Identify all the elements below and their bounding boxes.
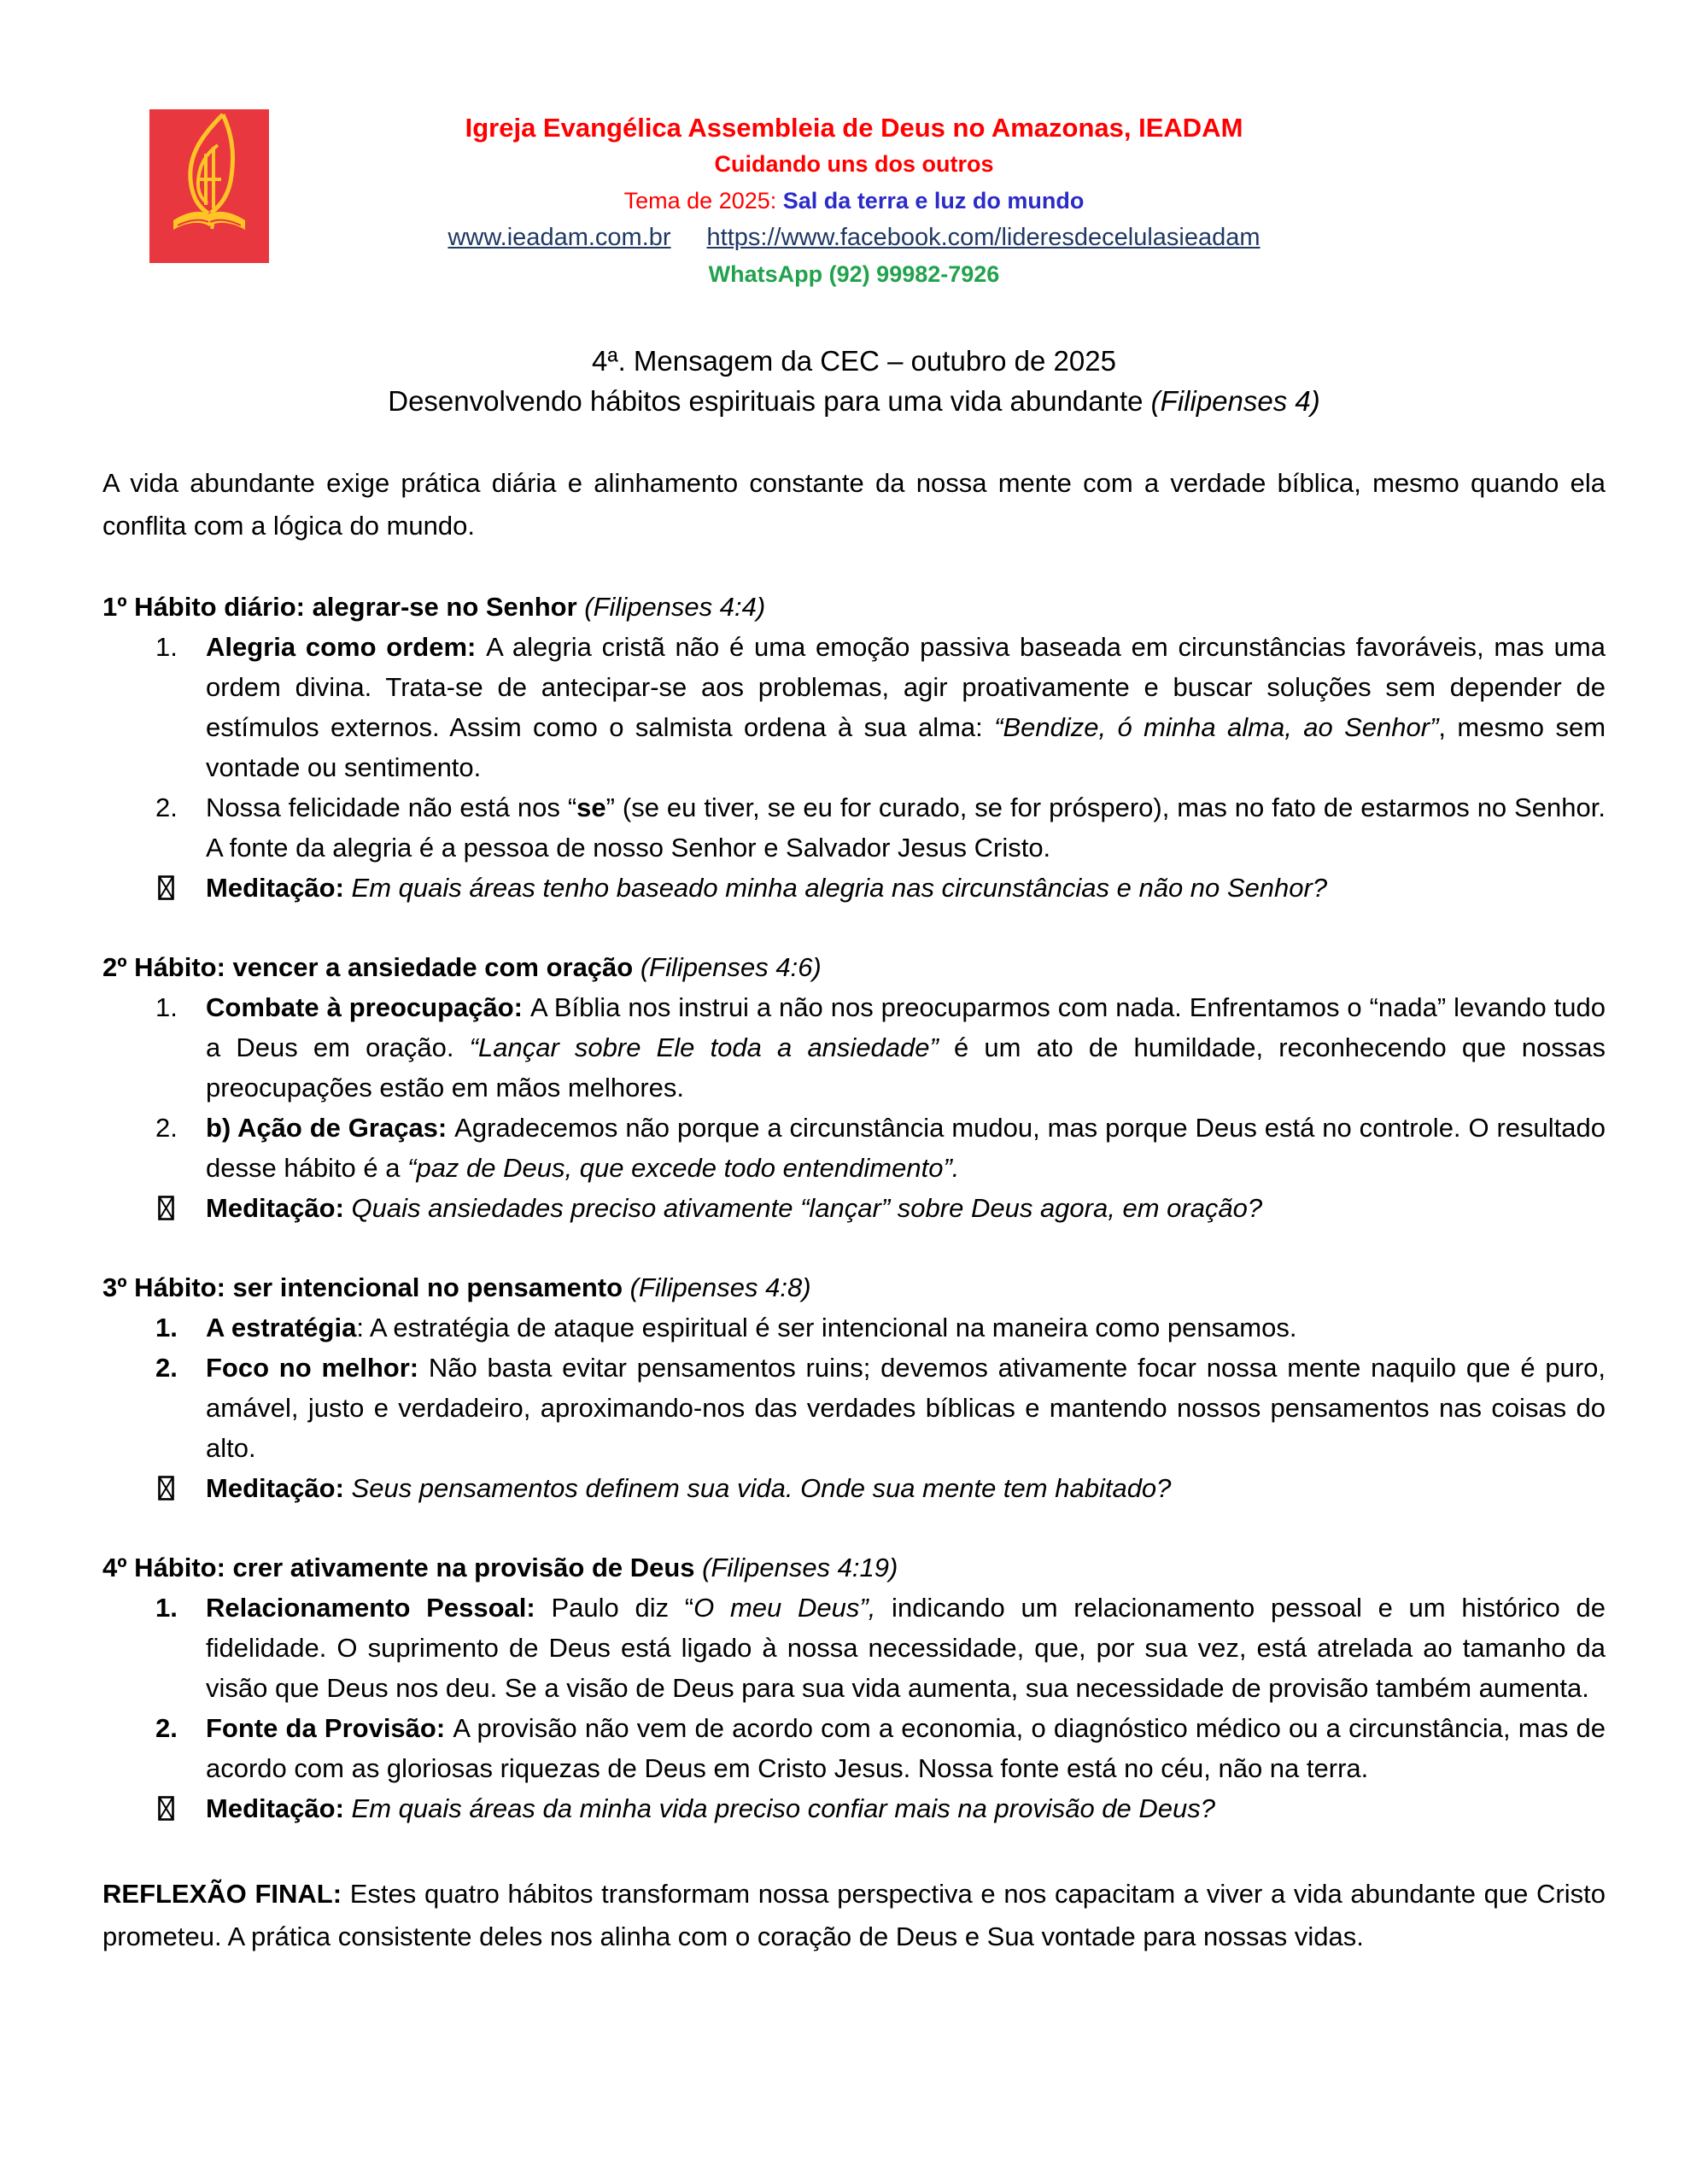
message-title: 4ª. Mensagem da CEC – outubro de 2025 [592, 345, 1116, 377]
list-item [102, 1108, 1606, 1188]
item-text: Fonte da Provisão: A provisão não vem de acordo com a economia, o diagnóstico médico ou a circunstância, mas de acordo com as gloriosas riquezas de Deus em Cristo Jesus. Nossa fonte está no céu, não na terra. [206, 1713, 1606, 1783]
bible-reference: (Filipenses 4:8) [629, 1272, 811, 1302]
checkbox-x-icon [158, 1796, 174, 1821]
theme-label: Tema de 2025: [623, 188, 783, 214]
church-motto: Cuidando uns dos outros [714, 151, 994, 177]
final-reflection: REFLEXÃO FINAL: Estes quatro hábitos transformam nossa perspectiva e nos capacitam a viver a vida abundante que Cristo prometeu. A prática consistente deles nos alinha com o coração de Deus e Sua vontade para nossas vidas. [102, 1879, 1606, 1951]
meditation-item [102, 1188, 1606, 1228]
section-habit-1 [102, 587, 1606, 908]
item-number: 1. [155, 992, 178, 1022]
item-number: 1. [155, 1593, 178, 1623]
item-number: 1. [155, 1313, 178, 1342]
item-number: 2. [155, 1353, 178, 1383]
checkbox-x-icon [158, 1476, 174, 1500]
theme-line [102, 183, 1606, 219]
section-heading: 3º Hábito: ser intencional no pensamento (Filipenses 4:8) [102, 1272, 811, 1302]
theme-value: Sal da terra e luz do mundo [782, 188, 1085, 214]
website-link[interactable]: www.ieadam.com.br [447, 224, 671, 251]
list-item [102, 1708, 1606, 1788]
item-number: 2. [155, 1713, 178, 1743]
item-text: b) Ação de Graças: Agradecemos não porque a circunstância mudou, mas porque Deus está no controle. O resultado desse hábito é a “paz de Deus, que excede todo entendimento”. [206, 1113, 1606, 1183]
message-subtitle: Desenvolvendo hábitos espirituais para uma vida abundante (Filipenses 4) [388, 385, 1320, 417]
facebook-link[interactable]: https://www.facebook.com/lideresdecelulasieadam [706, 224, 1261, 251]
section-habit-4 [102, 1547, 1606, 1828]
meditation-text: Meditação: Em quais áreas da minha vida preciso confiar mais na provisão de Deus? [206, 1793, 1215, 1823]
bible-reference: (Filipenses 4:6) [640, 952, 822, 982]
meditation-text: Meditação: Em quais áreas tenho baseado minha alegria nas circunstâncias e não no Senhor? [206, 873, 1328, 903]
letterhead [102, 109, 1606, 293]
section-heading: 2º Hábito: vencer a ansiedade com oração (Filipenses 4:6) [102, 952, 822, 982]
meditation-item [102, 868, 1606, 908]
checkbox-x-icon [158, 1196, 174, 1220]
item-text: Nossa felicidade não está nos “se” (se eu tiver, se eu for curado, se for próspero), mas no fato de estarmos no Senhor. A fonte da alegria é a pessoa de nosso Senhor e Salvador Jesus Cristo. [206, 793, 1606, 863]
list-item [102, 787, 1606, 868]
item-text: Combate à preocupação: A Bíblia nos instrui a não nos preocuparmos com nada. Enfrentamos o “nada” levando tudo a Deus em oração. “Lançar sobre Ele toda a ansiedade” é um ato de humildade, reconhecendo que nossas preocupações estão em mãos melhores. [206, 992, 1606, 1103]
bible-reference: (Filipenses 4:4) [584, 592, 766, 622]
meditation-text: Meditação: Seus pensamentos definem sua vida. Onde sua mente tem habitado? [206, 1473, 1172, 1503]
list-item [102, 987, 1606, 1108]
links-line [102, 219, 1606, 256]
item-number: 2. [155, 793, 178, 822]
item-text: Alegria como ordem: A alegria cristã não é uma emoção passiva baseada em circunstâncias favoráveis, mas uma ordem divina. Trata-se de antecipar-se aos problemas, agir proativamente e buscar soluções sem depender de estímulos externos. Assim como o salmista ordena à sua alma: “Bendize, ó minha alma, ao Senhor”, mesmo sem vontade ou sentimento. [206, 632, 1606, 782]
bible-reference: (Filipenses 4:19) [702, 1553, 898, 1582]
church-name: Igreja Evangélica Assembleia de Deus no Amazonas, IEADAM [465, 113, 1243, 143]
item-text: Relacionamento Pessoal: Paulo diz “O meu Deus”, indicando um relacionamento pessoal e um histórico de fidelidade. O suprimento de Deus está ligado à nossa necessidade, que, por sua vez, está atrelada ao tamanho da visão que Deus nos deu. Se a visão de Deus para sua vida aumenta, sua necessidade de provisão também aumenta. [206, 1593, 1606, 1703]
checkbox-x-icon [158, 875, 174, 900]
intro-paragraph: A vida abundante exige prática diária e alinhamento constante da nossa mente com a verdade bíblica, mesmo quando ela conflita com a lógica do mundo. [102, 468, 1606, 541]
section-habit-2 [102, 947, 1606, 1228]
message-title-block [102, 341, 1606, 421]
item-text: A estratégia: A estratégia de ataque espiritual é ser intencional na maneira como pensamos. [206, 1313, 1297, 1342]
item-number: 2. [155, 1113, 178, 1143]
list-item [102, 627, 1606, 787]
meditation-item [102, 1468, 1606, 1508]
church-logo [149, 109, 269, 263]
list-item [102, 1348, 1606, 1468]
meditation-text: Meditação: Quais ansiedades preciso ativamente “lançar” sobre Deus agora, em oração? [206, 1193, 1263, 1223]
meditation-item [102, 1788, 1606, 1828]
section-heading: 1º Hábito diário: alegrar-se no Senhor (Filipenses 4:4) [102, 592, 766, 622]
list-item [102, 1307, 1606, 1348]
section-habit-3 [102, 1267, 1606, 1508]
section-heading: 4º Hábito: crer ativamente na provisão de Deus (Filipenses 4:19) [102, 1553, 898, 1582]
whatsapp-line: WhatsApp (92) 99982-7926 [708, 261, 1000, 287]
list-item [102, 1588, 1606, 1708]
item-text: Foco no melhor: Não basta evitar pensamentos ruins; devemos ativamente focar nossa mente naquilo que é puro, amável, justo e verdadeiro, aproximando-nos das verdades bíblicas e mantendo nossos pensamentos nas coisas do alto. [206, 1353, 1606, 1463]
item-number: 1. [155, 632, 178, 662]
